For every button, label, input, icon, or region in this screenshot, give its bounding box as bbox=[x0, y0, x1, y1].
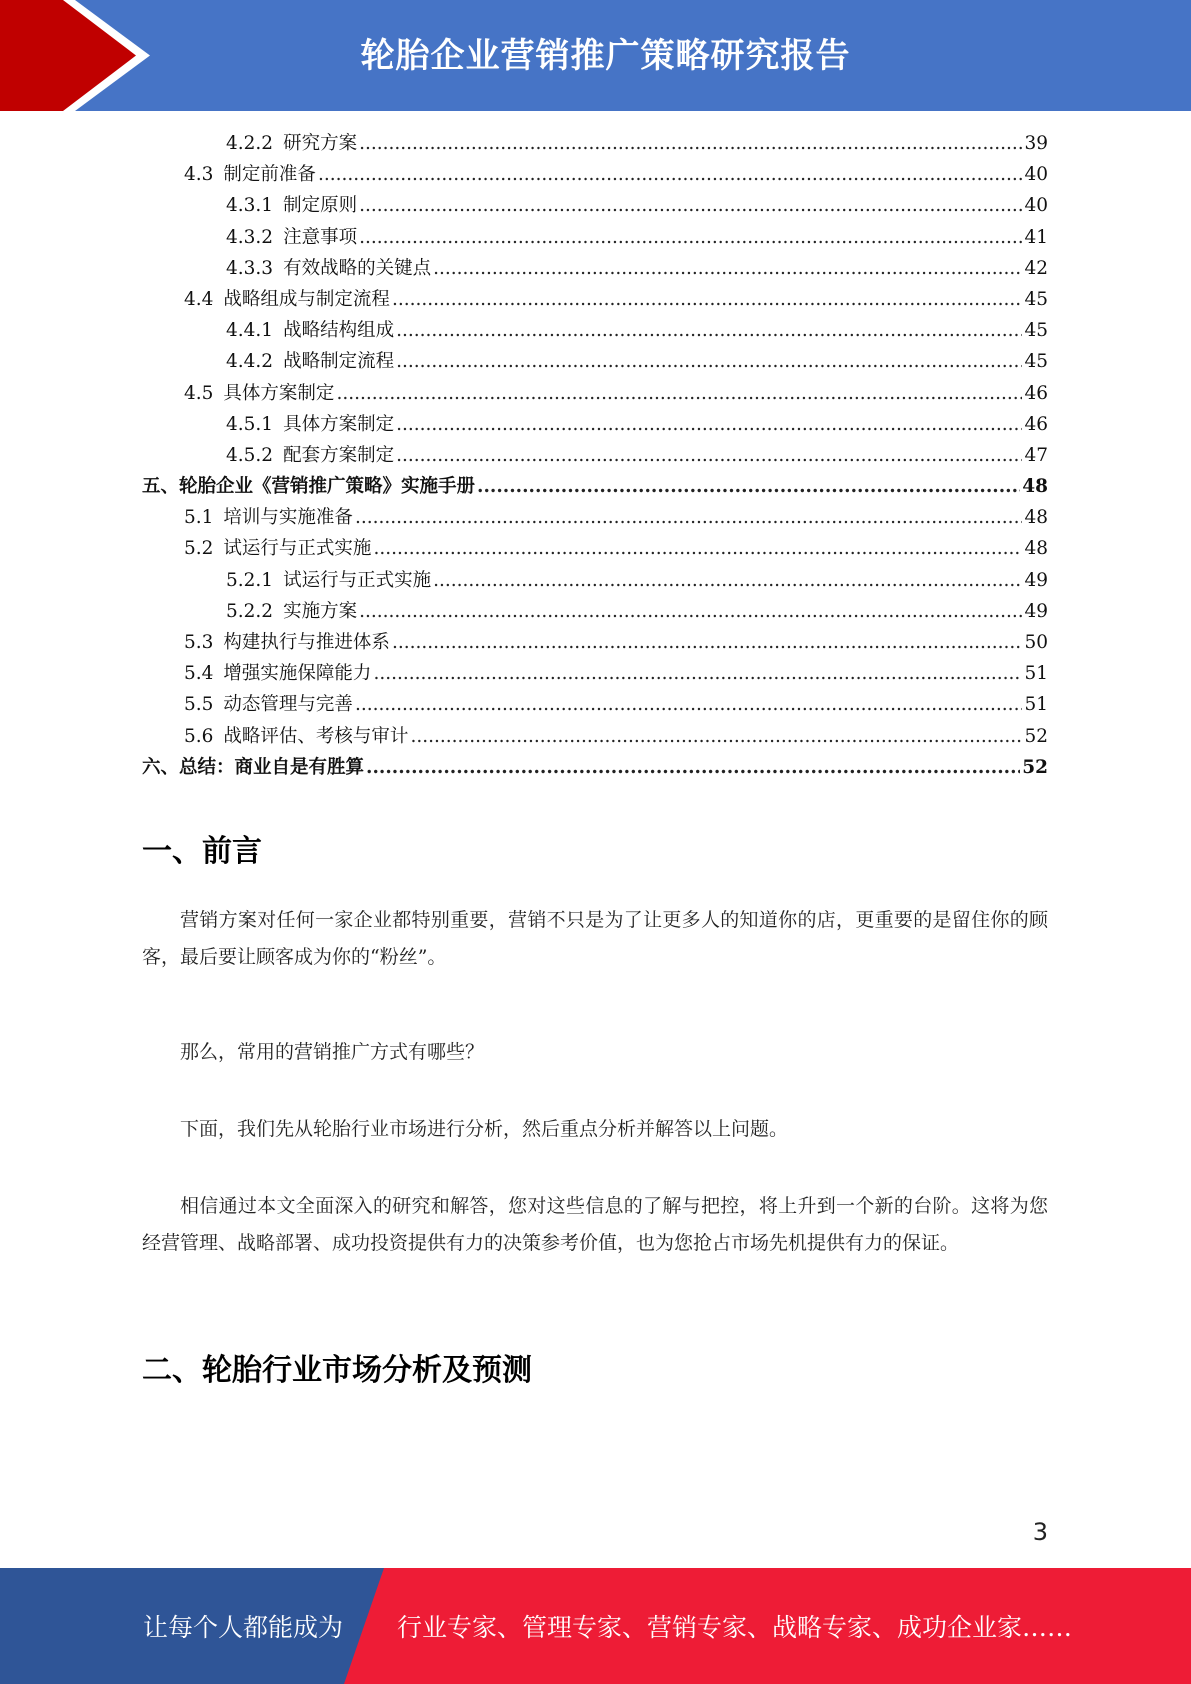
toc-entry-title: 配套方案制定 bbox=[283, 444, 395, 466]
toc-entry[interactable] bbox=[142, 689, 1048, 720]
toc-entry-page: 52 bbox=[1022, 756, 1048, 778]
toc-entry-number: 4.5 bbox=[184, 382, 214, 404]
toc-dot-leader bbox=[396, 315, 1022, 346]
toc-entry-number: 5.1 bbox=[184, 507, 214, 529]
toc-dot-leader bbox=[318, 159, 1023, 190]
toc-entry-title: 战略组成与制定流程 bbox=[223, 288, 390, 310]
toc-entry-title: 具体方案制定 bbox=[283, 413, 395, 435]
toc-entry-page: 50 bbox=[1024, 632, 1048, 653]
toc-dot-leader bbox=[359, 190, 1022, 221]
toc-entry[interactable] bbox=[142, 721, 1048, 752]
toc-entry-number: 5.3 bbox=[184, 632, 214, 653]
footer-banner bbox=[0, 1568, 1191, 1684]
toc-entry-page: 42 bbox=[1024, 257, 1048, 279]
toc-dot-leader bbox=[392, 627, 1023, 658]
toc-entry[interactable] bbox=[142, 658, 1048, 689]
toc-entry[interactable] bbox=[142, 502, 1048, 533]
toc-entry[interactable] bbox=[142, 284, 1048, 315]
toc-entry-title: 构建执行与推进体系 bbox=[223, 632, 390, 653]
toc-dot-leader bbox=[355, 689, 1023, 720]
toc-entry-number: 5.6 bbox=[184, 725, 214, 747]
toc-entry-title: 实施方案 bbox=[283, 600, 358, 622]
toc-entry-number: 5.2.2 bbox=[226, 600, 274, 622]
toc-entry-number: 4.3.2 bbox=[226, 226, 274, 248]
toc-dot-leader bbox=[396, 346, 1022, 377]
toc-entry-page: 51 bbox=[1024, 694, 1048, 716]
toc-entry-number: 4.3.3 bbox=[226, 257, 274, 279]
preface-paragraph-2: 那么，常用的营销推广方式有哪些？ bbox=[180, 1041, 485, 1063]
toc-entry-title: 培训与实施准备 bbox=[223, 507, 353, 529]
page-number: 3 bbox=[1032, 1518, 1048, 1546]
toc-entry-title: 制定前准备 bbox=[223, 164, 316, 186]
toc-dot-leader bbox=[410, 721, 1022, 752]
header-banner bbox=[0, 0, 1191, 111]
toc-entry[interactable] bbox=[142, 752, 1048, 783]
toc-entry-title: 战略制定流程 bbox=[283, 351, 395, 373]
preface-paragraph-1: 营销方案对任何一家企业都特别重要，营销不只是为了让更多人的知道你的店，更重要的是留住你的顾客，最后要让顾客成为你的“粉丝”。 bbox=[142, 909, 1048, 968]
toc-entry-number: 五、 bbox=[142, 476, 180, 498]
toc-dot-leader bbox=[433, 565, 1022, 596]
toc-entry-number: 4.5.2 bbox=[226, 444, 274, 466]
toc-entry[interactable] bbox=[142, 315, 1048, 346]
toc-entry-number: 5.2.1 bbox=[226, 569, 274, 591]
toc-dot-leader bbox=[396, 440, 1022, 471]
toc-entry[interactable] bbox=[142, 222, 1048, 253]
toc-entry-number: 4.4.1 bbox=[226, 320, 274, 342]
toc-entry-title: 制定原则 bbox=[283, 195, 358, 217]
toc-dot-leader bbox=[336, 378, 1022, 409]
toc-dot-leader bbox=[373, 658, 1022, 689]
toc-entry-number: 5.5 bbox=[184, 694, 214, 716]
toc-dot-leader bbox=[396, 409, 1022, 440]
toc-entry-page: 48 bbox=[1022, 476, 1048, 498]
toc-entry-page: 48 bbox=[1024, 507, 1048, 529]
toc-entry-number: 4.4.2 bbox=[226, 351, 274, 373]
toc-entry[interactable] bbox=[142, 565, 1048, 596]
toc-entry-title: 战略评估、考核与审计 bbox=[223, 725, 409, 747]
toc-entry-page: 40 bbox=[1024, 164, 1048, 186]
toc-dot-leader bbox=[477, 471, 1020, 502]
toc-entry-page: 39 bbox=[1024, 133, 1048, 154]
toc-entry-title: 具体方案制定 bbox=[223, 382, 335, 404]
toc-entry[interactable] bbox=[142, 128, 1048, 159]
toc-entry-title: 轮胎企业《营销推广策略》实施手册 bbox=[179, 476, 476, 498]
toc-entry-number: 4.4 bbox=[184, 288, 214, 310]
toc-dot-leader bbox=[433, 253, 1022, 284]
toc-entry-page: 45 bbox=[1024, 320, 1048, 342]
preface-paragraph-3: 下面，我们先从轮胎行业市场进行分析，然后重点分析并解答以上问题。 bbox=[180, 1118, 789, 1140]
toc-entry[interactable] bbox=[142, 440, 1048, 471]
toc-entry-title: 战略结构组成 bbox=[283, 320, 395, 342]
toc-dot-leader bbox=[373, 533, 1022, 564]
toc-entry[interactable] bbox=[142, 253, 1048, 284]
toc-dot-leader bbox=[359, 222, 1022, 253]
toc-entry-page: 46 bbox=[1024, 413, 1048, 435]
toc-entry-page: 51 bbox=[1024, 663, 1048, 685]
toc-entry-page: 41 bbox=[1024, 226, 1048, 248]
toc-entry-number: 六、 bbox=[142, 756, 180, 778]
toc-entry[interactable] bbox=[142, 409, 1048, 440]
toc-entry-number: 4.3.1 bbox=[226, 195, 274, 217]
toc-entry[interactable] bbox=[142, 471, 1048, 502]
toc-entry-title: 增强实施保障能力 bbox=[223, 663, 372, 685]
toc-entry-page: 46 bbox=[1024, 382, 1048, 404]
toc-entry-title: 研究方案 bbox=[283, 133, 358, 154]
toc-entry-title: 有效战略的关键点 bbox=[283, 257, 432, 279]
toc-entry-title: 试运行与正式实施 bbox=[283, 569, 432, 591]
toc-entry-page: 48 bbox=[1024, 538, 1048, 560]
toc-entry-title: 总结：商业自是有胜算 bbox=[179, 756, 365, 778]
toc-entry[interactable] bbox=[142, 190, 1048, 221]
toc-entry-title: 试运行与正式实施 bbox=[223, 538, 372, 560]
toc-dot-leader bbox=[359, 128, 1022, 159]
toc-entry[interactable] bbox=[142, 378, 1048, 409]
section-heading-market: 二、轮胎行业市场分析及预测 bbox=[142, 1353, 532, 1388]
toc-entry-page: 49 bbox=[1024, 600, 1048, 622]
toc-entry-page: 47 bbox=[1024, 444, 1048, 466]
toc-entry-number: 5.4 bbox=[184, 663, 214, 685]
toc-entry-page: 52 bbox=[1024, 725, 1048, 747]
toc-entry-number: 4.5.1 bbox=[226, 413, 274, 435]
toc-entry-page: 49 bbox=[1024, 569, 1048, 591]
toc-entry-page: 45 bbox=[1024, 351, 1048, 373]
toc-dot-leader bbox=[355, 502, 1023, 533]
toc-entry[interactable] bbox=[142, 596, 1048, 627]
toc-entry[interactable] bbox=[142, 159, 1048, 190]
toc-dot-leader bbox=[366, 752, 1020, 783]
toc-entry-number: 5.2 bbox=[184, 538, 214, 560]
preface-paragraph-4: 相信通过本文全面深入的研究和解答，您对这些信息的了解与把控，将上升到一个新的台阶。这将为您经营管理、战略部署、成功投资提供有力的决策参考价值，也为您抢占市场先机提供有力的保证。 bbox=[142, 1195, 1048, 1254]
document-title: 轮胎企业营销推广策略研究报告 bbox=[360, 36, 851, 76]
toc-entry[interactable] bbox=[142, 533, 1048, 564]
toc-entry-page: 40 bbox=[1024, 195, 1048, 217]
toc-entry-title: 注意事项 bbox=[283, 226, 358, 248]
toc-entry-number: 4.3 bbox=[184, 164, 214, 186]
toc-entry-page: 45 bbox=[1024, 288, 1048, 310]
footer-slogan-left: 让每个人都能成为 bbox=[143, 1613, 344, 1642]
table-of-contents bbox=[142, 128, 1048, 783]
section-heading-preface: 一、前言 bbox=[142, 834, 262, 869]
toc-entry-title: 动态管理与完善 bbox=[223, 694, 353, 716]
footer-slogan-right: 行业专家、管理专家、营销专家、战略专家、成功企业家…… bbox=[397, 1613, 1073, 1642]
toc-dot-leader bbox=[392, 284, 1023, 315]
toc-dot-leader bbox=[359, 596, 1022, 627]
toc-entry[interactable] bbox=[142, 346, 1048, 377]
toc-entry-number: 4.2.2 bbox=[226, 133, 274, 154]
toc-entry[interactable] bbox=[142, 627, 1048, 658]
